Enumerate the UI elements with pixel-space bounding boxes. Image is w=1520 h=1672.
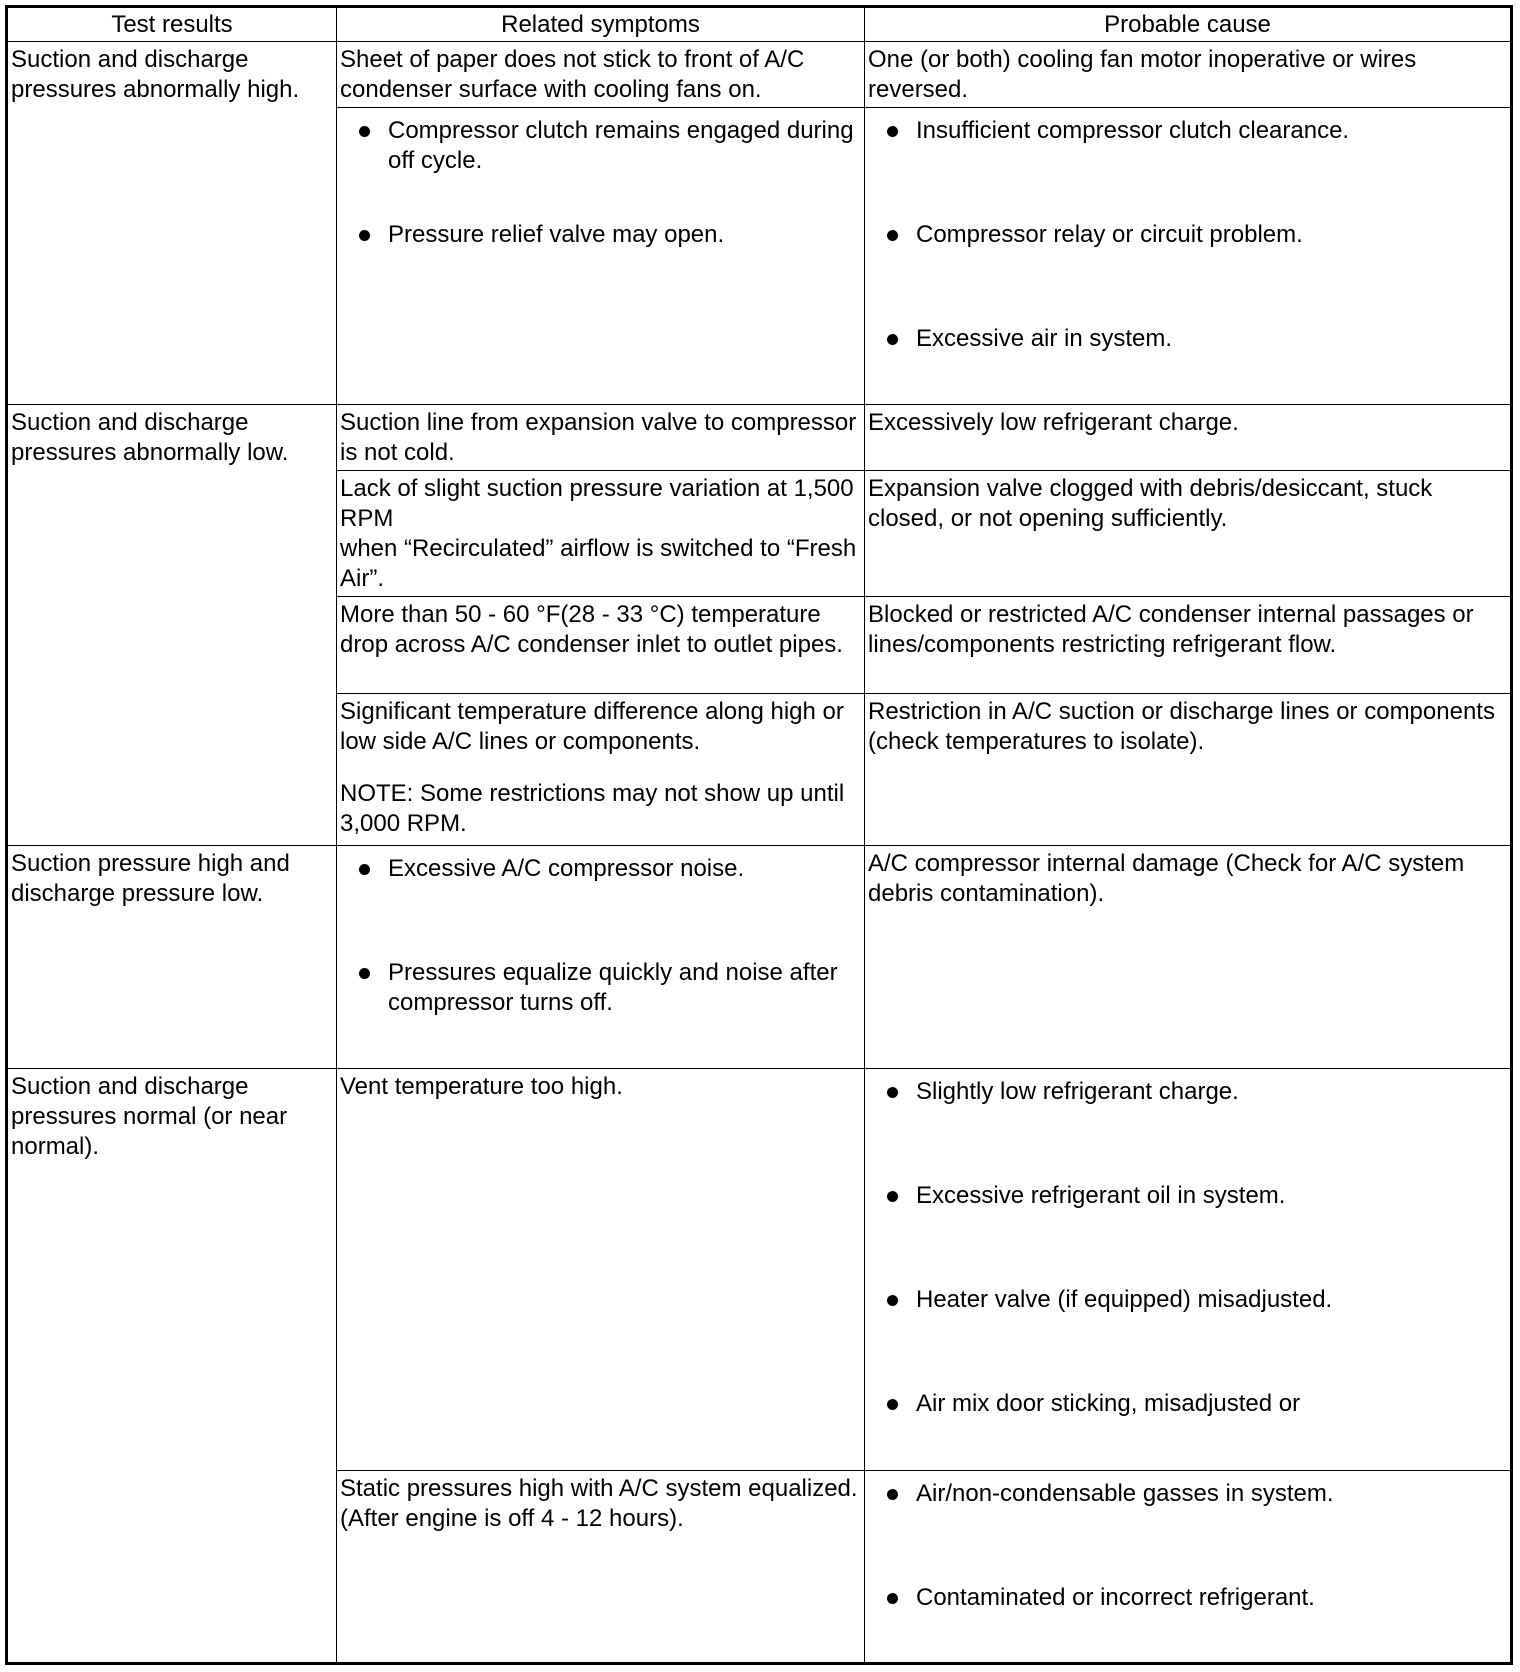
table-row [7, 1068, 1512, 1471]
table-row [7, 42, 1512, 108]
note-text: NOTE: Some restrictions may not show up until 3,000 RPM. [340, 779, 845, 837]
symptom-cell: Vent temperature too high. [337, 1068, 865, 1471]
table-row [7, 404, 1512, 470]
cause-cell [865, 108, 1512, 405]
bullet-item: Excessive A/C compressor noise. [340, 854, 864, 884]
bullet-item: Excessive refrigerant oil in system. [868, 1181, 1510, 1211]
header-test-results: Test results [7, 7, 337, 42]
symptom-cell [337, 471, 865, 597]
bullet-item: Pressures equalize quickly and noise after compressor turns off. [340, 958, 864, 1018]
symptom-line: when “Recirculated” airflow is switched to “Fresh Air”. [340, 535, 857, 593]
bullet-item: Compressor relay or circuit problem. [868, 220, 1510, 250]
cause-cell [865, 1471, 1512, 1664]
bullet-item: Heater valve (if equipped) misadjusted. [868, 1285, 1510, 1315]
test-result-cell: Suction and discharge pressures abnormally low. [7, 404, 337, 845]
bullet-item: Air/non-condensable gasses in system. [868, 1479, 1510, 1509]
symptom-line: Lack of slight suction pressure variation at 1,500 RPM [340, 475, 854, 533]
test-result-cell: Suction and discharge pressures abnormally high. [7, 42, 337, 405]
bullet-item: Compressor clutch remains engaged during off cycle. [340, 116, 864, 176]
symptom-cell [337, 693, 865, 845]
cause-cell: One (or both) cooling fan motor inoperative or wires reversed. [865, 42, 1512, 108]
symptom-text: Significant temperature difference along high or low side A/C lines or components. [340, 697, 844, 755]
bullet-item: Excessive air in system. [868, 324, 1510, 354]
test-result-cell: Suction and discharge pressures normal (or near normal). [7, 1068, 337, 1664]
bullet-item: Slightly low refrigerant charge. [868, 1077, 1510, 1107]
bullet-item: Insufficient compressor clutch clearance. [868, 116, 1510, 146]
header-related-symptoms: Related symptoms [337, 7, 865, 42]
symptom-cell: More than 50 - 60 °F(28 - 33 °C) temperature drop across A/C condenser inlet to outlet pipes. [337, 597, 865, 693]
bullet-item: Pressure relief valve may open. [340, 220, 864, 250]
bullet-item: Air mix door sticking, misadjusted or [868, 1389, 1510, 1419]
test-result-cell: Suction pressure high and discharge pressure low. [7, 845, 337, 1068]
cause-cell: Excessively low refrigerant charge. [865, 404, 1512, 470]
cause-cell: A/C compressor internal damage (Check for A/C system debris contamination). [865, 845, 1512, 1068]
symptom-cell: Suction line from expansion valve to compressor is not cold. [337, 404, 865, 470]
symptom-cell [337, 845, 865, 1068]
diagnosis-table [5, 5, 1513, 1665]
symptom-cell: Sheet of paper does not stick to front of A/C condenser surface with cooling fans on. [337, 42, 865, 108]
cause-cell: Expansion valve clogged with debris/desiccant, stuck closed, or not opening sufficiently. [865, 471, 1512, 597]
header-probable-cause: Probable cause [865, 7, 1512, 42]
bullet-item: Contaminated or incorrect refrigerant. [868, 1583, 1510, 1613]
cause-cell [865, 1068, 1512, 1471]
symptom-cell: Static pressures high with A/C system equalized. (After engine is off 4 - 12 hours). [337, 1471, 865, 1664]
table-row [7, 845, 1512, 1068]
cause-cell: Restriction in A/C suction or discharge lines or components (check temperatures to isolate). [865, 693, 1512, 845]
symptom-cell [337, 108, 865, 405]
header-row [7, 7, 1512, 42]
cause-cell: Blocked or restricted A/C condenser internal passages or lines/components restricting refrigerant flow. [865, 597, 1512, 693]
